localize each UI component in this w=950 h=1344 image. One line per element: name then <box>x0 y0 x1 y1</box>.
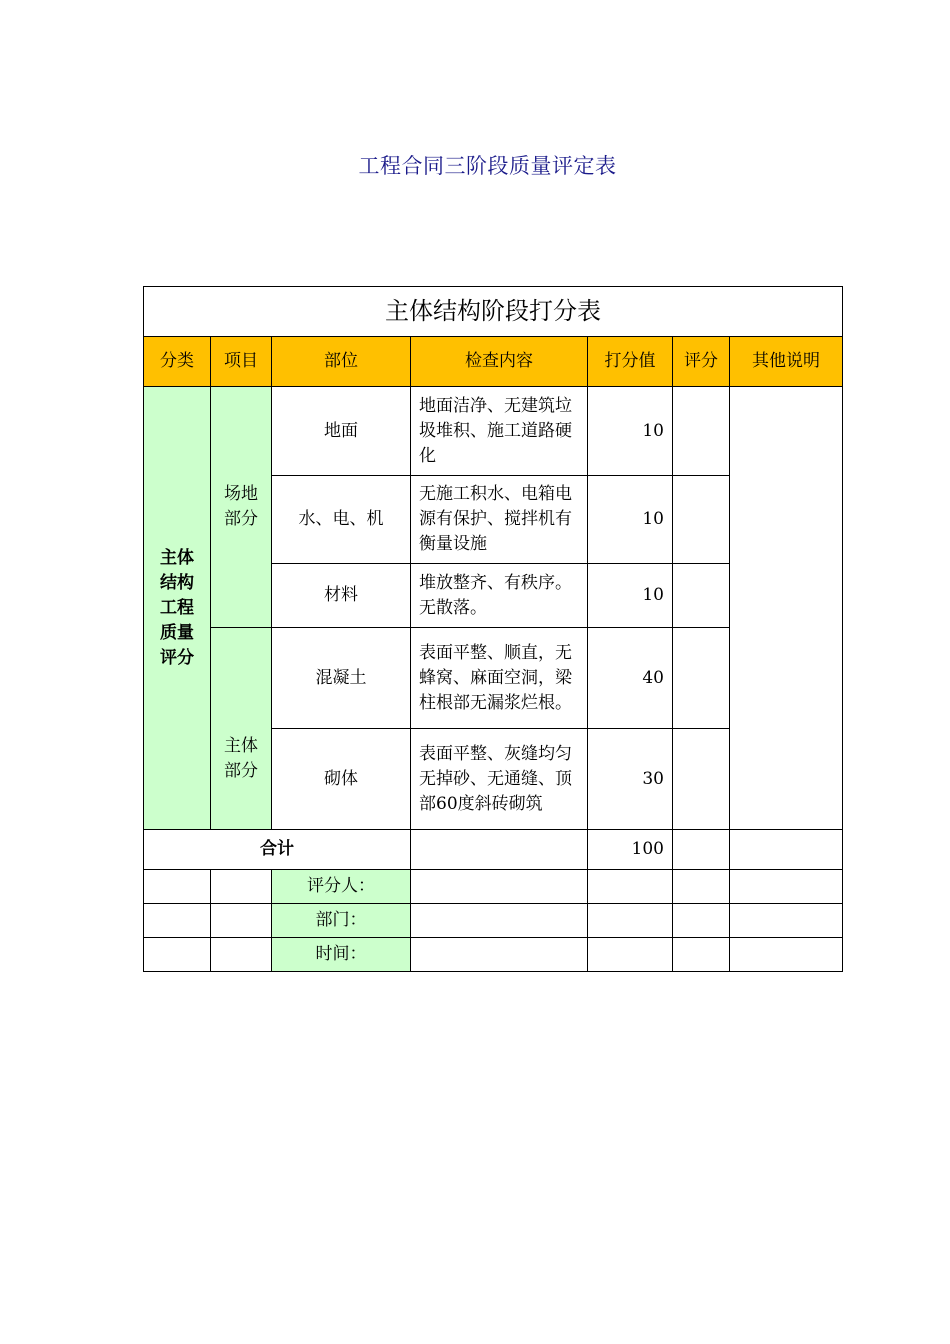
item-label: 主体部分 <box>224 735 258 781</box>
header-part: 部位 <box>272 337 411 387</box>
item-label: 场地部分 <box>224 484 258 529</box>
score-cell: 10 <box>588 476 673 564</box>
content-cell: 表面平整、顺直，无蜂窝、麻面空洞，梁柱根部无漏浆烂根。 <box>411 628 588 729</box>
blank-cell <box>211 904 272 938</box>
signoff-value-cell[interactable] <box>411 904 588 938</box>
signoff-row <box>144 870 843 904</box>
blank-cell <box>673 938 730 972</box>
blank-cell <box>730 938 843 972</box>
blank-cell <box>673 870 730 904</box>
notes-cell[interactable] <box>730 387 843 830</box>
header-notes: 其他说明 <box>730 337 843 387</box>
signoff-label-department: 部门： <box>272 904 411 938</box>
rating-cell[interactable] <box>673 729 730 830</box>
rating-cell[interactable] <box>673 387 730 476</box>
part-cell: 混凝土 <box>272 628 411 729</box>
signoff-value-cell[interactable] <box>411 870 588 904</box>
header-max-score: 打分值 <box>588 337 673 387</box>
signoff-label-scorer: 评分人： <box>272 870 411 904</box>
blank-cell <box>730 870 843 904</box>
score-cell: 40 <box>588 628 673 729</box>
part-cell: 材料 <box>272 564 411 628</box>
content-cell: 地面洁净、无建筑垃圾堆积、施工道路硬化 <box>411 387 588 476</box>
score-cell: 30 <box>588 729 673 830</box>
category-label: 主体结构工程质量评分 <box>160 547 194 668</box>
item-cell-main <box>211 628 272 830</box>
blank-cell <box>588 904 673 938</box>
rating-cell[interactable] <box>673 564 730 628</box>
blank-cell <box>730 904 843 938</box>
header-item: 项目 <box>211 337 272 387</box>
content-cell: 无施工积水、电箱电源有保护、搅拌机有衡量设施 <box>411 476 588 564</box>
blank-cell <box>588 870 673 904</box>
score-cell: 10 <box>588 564 673 628</box>
category-cell <box>144 387 211 830</box>
total-row <box>144 830 843 870</box>
signoff-row <box>144 938 843 972</box>
signoff-label-time: 时间： <box>272 938 411 972</box>
score-cell: 10 <box>588 387 673 476</box>
blank-cell <box>211 938 272 972</box>
blank-cell <box>588 938 673 972</box>
blank-cell <box>144 904 211 938</box>
document-title: 工程合同三阶段质量评定表 <box>358 154 617 178</box>
blank-cell <box>144 870 211 904</box>
blank-cell <box>144 938 211 972</box>
signoff-value-cell[interactable] <box>411 938 588 972</box>
part-cell: 砌体 <box>272 729 411 830</box>
content-cell: 表面平整、灰缝均匀无掉砂、无通缝、顶部60度斜砖砌筑 <box>411 729 588 830</box>
score-table <box>143 286 843 972</box>
total-rating-cell[interactable] <box>673 830 730 870</box>
content-cell: 堆放整齐、有秩序。无散落。 <box>411 564 588 628</box>
table-caption: 主体结构阶段打分表 <box>144 287 843 337</box>
blank-cell <box>673 904 730 938</box>
rating-cell[interactable] <box>673 476 730 564</box>
total-score: 100 <box>588 830 673 870</box>
header-row <box>144 337 843 387</box>
blank-cell <box>211 870 272 904</box>
header-rating: 评分 <box>673 337 730 387</box>
rating-cell[interactable] <box>673 628 730 729</box>
part-cell: 地面 <box>272 387 411 476</box>
total-notes-cell[interactable] <box>730 830 843 870</box>
part-cell: 水、电、机 <box>272 476 411 564</box>
header-category: 分类 <box>144 337 211 387</box>
total-label: 合计 <box>144 830 411 870</box>
total-content-cell <box>411 830 588 870</box>
item-cell-site <box>211 387 272 628</box>
table-row <box>144 387 843 476</box>
signoff-row <box>144 904 843 938</box>
header-content: 检查内容 <box>411 337 588 387</box>
